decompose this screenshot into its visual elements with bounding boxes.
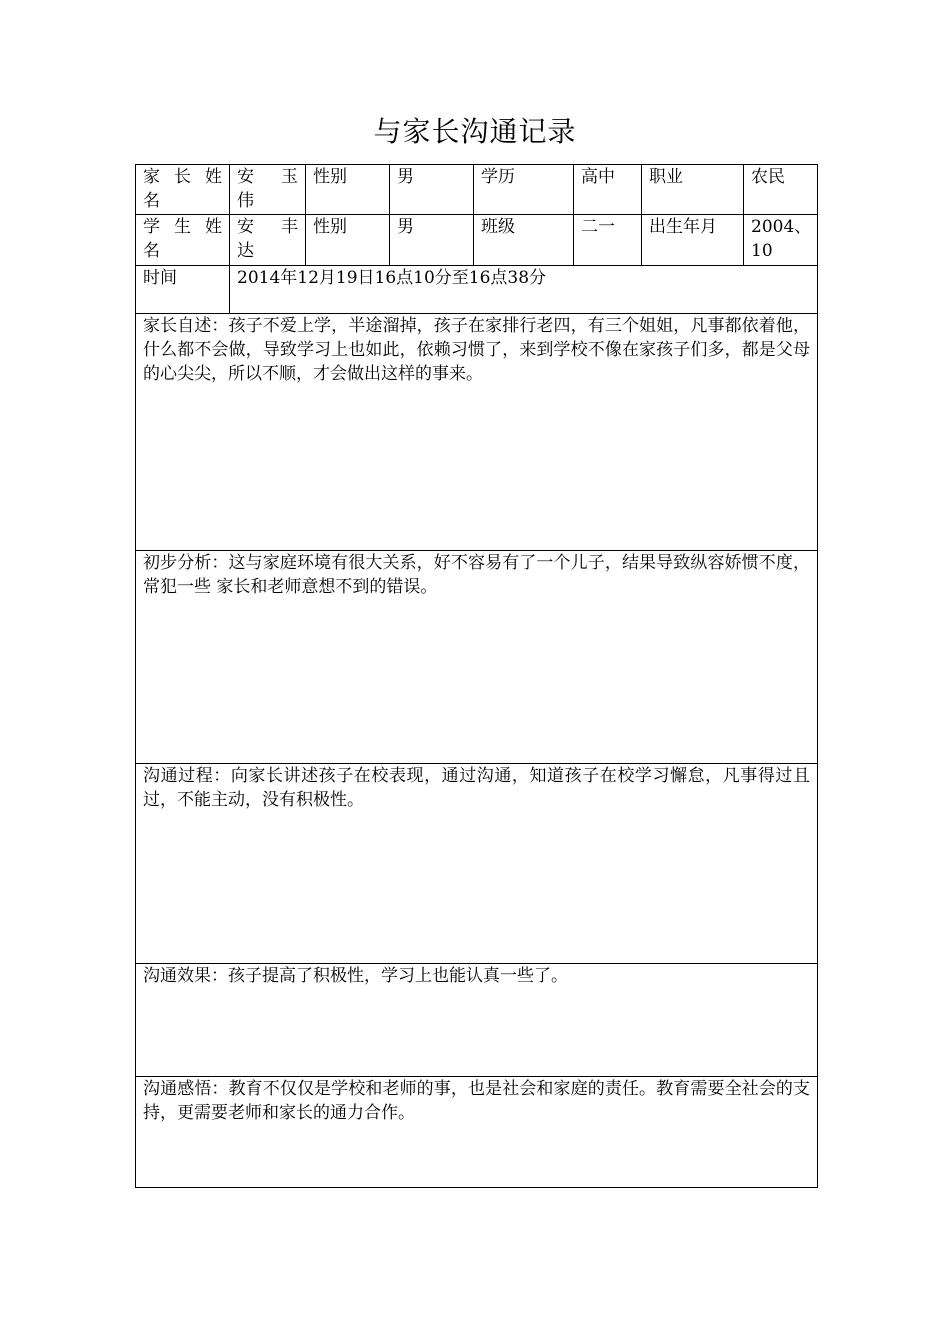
student-gender-label: 性别 [306,215,390,266]
birth-date-value: 2004、10 [744,215,818,266]
class-label: 班级 [474,215,574,266]
analysis-row [136,551,818,764]
time-row [136,266,818,314]
student-name-label: 学 生 姓 名 [136,215,230,266]
parent-gender-value: 男 [390,165,474,215]
parent-name-value: 安 玉 伟 [230,165,306,215]
parent-info-row [136,165,818,215]
student-info-row [136,215,818,266]
class-value: 二一 [574,215,642,266]
education-value: 高中 [574,165,642,215]
process-row [136,764,818,964]
reflection-row [136,1077,818,1188]
parent-statement-row [136,314,818,551]
parent-statement-text: 家长自述：孩子不爱上学，半途溜掉，孩子在家排行老四，有三个姐姐，凡事都依着他，什么都不会做，导致学习上也如此，依赖习惯了，来到学校不像在家孩子们多，都是父母的心尖尖，所以不顺，才会做出这样的事来。 [136,314,818,551]
communication-record-table [135,164,818,1188]
page-title: 与家长沟通记录 [373,115,577,148]
reflection-text: 沟通感悟：教育不仅仅是学校和老师的事，也是社会和家庭的责任。教育需要全社会的支持，更需要老师和家长的通力合作。 [136,1077,818,1188]
effect-row [136,964,818,1077]
birth-date-label: 出生年月 [642,215,744,266]
education-label: 学历 [474,165,574,215]
student-gender-value: 男 [390,215,474,266]
occupation-label: 职业 [642,165,744,215]
effect-text: 沟通效果：孩子提高了积极性，学习上也能认真一些了。 [136,964,818,1077]
parent-gender-label: 性别 [306,165,390,215]
time-value: 2014年12月19日16点10分至16点38分 [230,266,818,314]
parent-name-label: 家 长 姓 名 [136,165,230,215]
analysis-text: 初步分析：这与家庭环境有很大关系，好不容易有了一个儿子，结果导致纵容娇惯不度，常犯一些 家长和老师意想不到的错误。 [136,551,818,764]
student-name-value: 安 丰 达 [230,215,306,266]
time-label: 时间 [136,266,230,314]
occupation-value: 农民 [744,165,818,215]
process-text: 沟通过程：向家长讲述孩子在校表现，通过沟通，知道孩子在校学习懈怠，凡事得过且过，不能主动，没有积极性。 [136,764,818,964]
